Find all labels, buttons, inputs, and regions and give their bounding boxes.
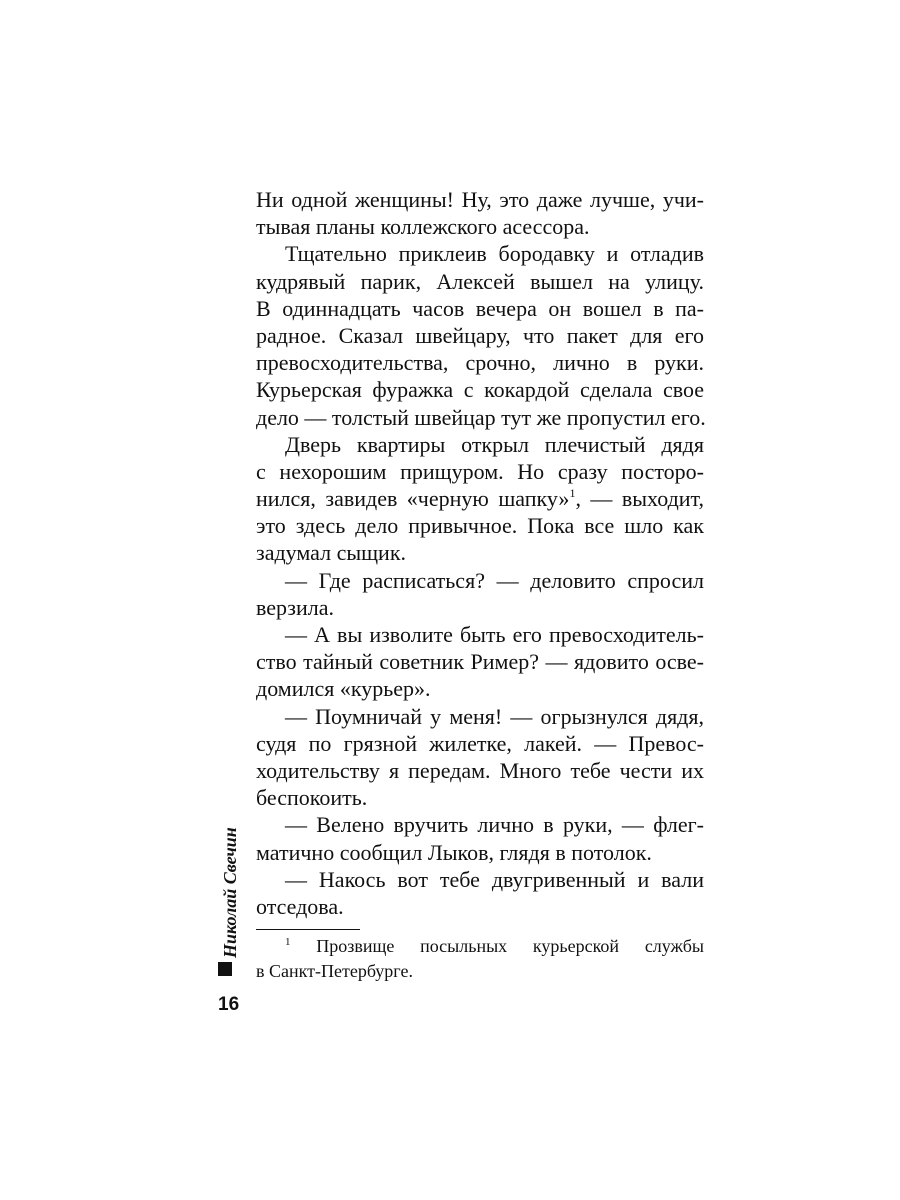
- body-line: Курьерская фуражка с кокардой сделала свое: [256, 377, 704, 403]
- body-line: отседова.: [256, 893, 344, 919]
- footnote: [256, 934, 704, 984]
- body-line: это здесь дело привычное. Пока все шло как: [256, 513, 704, 539]
- footnote-reference: 1: [569, 486, 576, 501]
- body-line: превосходительства, срочно, лично в руки.: [256, 350, 704, 376]
- body-line: В одиннадцать часов вечера он вошел в па-: [256, 295, 704, 321]
- body-line: ство тайный советник Ример? — ядовито осве-: [256, 649, 704, 675]
- body-line: Тщательно приклеив бородавку и отладив: [285, 241, 704, 267]
- body-line: ходительству я передам. Много тебе чести их: [256, 757, 704, 783]
- body-line-with-footnote-ref: [256, 485, 704, 512]
- body-line: — А вы изволите быть его превосходитель-: [285, 622, 704, 647]
- footnote-marker: 1: [285, 936, 291, 948]
- body-line: верзила.: [256, 594, 334, 620]
- body-line-part: , — выходит,: [575, 486, 704, 512]
- body-line: — Где расписаться? — деловито спросил: [285, 567, 704, 593]
- body-line: задумал сыщик.: [256, 540, 407, 566]
- body-line: Дверь квартиры открыл плечистый дядя: [285, 431, 704, 457]
- footnote-line-text: Прозвище посыльных курьерской службы: [316, 936, 704, 956]
- body-text: [256, 186, 704, 920]
- body-line-part: нился, завидев «черную шапку»: [256, 486, 570, 512]
- body-line: домился «курьер».: [256, 676, 431, 702]
- page-number: 16: [218, 994, 240, 1015]
- body-line: — Поумничай у меня! — огрызнулся дядя,: [285, 703, 704, 729]
- body-line: кудрявый парик, Алексей вышел на улицу.: [256, 268, 704, 294]
- body-line: радное. Сказал швейцару, что пакет для его: [256, 322, 704, 348]
- body-line: — Накось вот тебе двугривенный и вали: [285, 866, 704, 892]
- footnote-line: [256, 934, 704, 959]
- running-head-author: Николай Свечин: [220, 827, 240, 958]
- body-line: судя по грязной жилетке, лакей. — Превос-: [256, 730, 704, 756]
- footnote-separator: [256, 929, 360, 930]
- body-line: беспокоить.: [256, 785, 368, 811]
- body-line: тывая планы коллежского асессора.: [256, 214, 590, 240]
- body-line: с нехорошим прищуром. Но сразу посторо-: [256, 458, 704, 484]
- body-line: Ни одной женщины! Ну, это даже лучше, учи-: [256, 187, 704, 212]
- body-line: — Велено вручить лично в руки, — флег-: [285, 812, 704, 838]
- body-line: дело — толстый швейцар тут же пропустил его.: [256, 404, 706, 430]
- footnote-line: в Санкт-Петербурге.: [256, 961, 413, 981]
- body-line: матично сообщил Лыков, глядя в потолок.: [256, 839, 652, 865]
- running-head-square-marker: [218, 962, 232, 976]
